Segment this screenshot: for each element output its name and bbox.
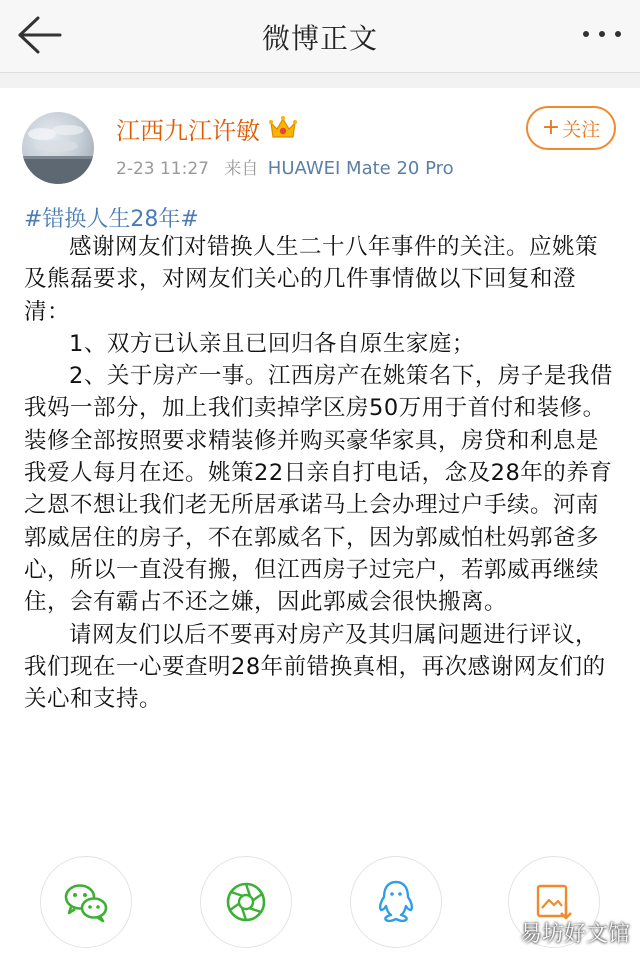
- source-label: 来自: [224, 159, 259, 179]
- more-button[interactable]: [580, 24, 624, 44]
- avatar[interactable]: [22, 112, 94, 184]
- page-title: 微博正文: [261, 22, 378, 55]
- crown-icon[interactable]: [268, 115, 298, 141]
- share-wechat-button[interactable]: [40, 856, 132, 948]
- post-card: [0, 88, 640, 962]
- author-row: [116, 110, 298, 146]
- post-paragraph: 2、关于房产一事。江西房产在姚策名下，房子是我借我妈一部分，加上我们卖掉学区房50万用于首付和装修。装修全部按照要求精装修并购买豪华家具，房贷和利息是我爱人每月在还。姚策22日亲自打电话，念及28年的养育之恩不想让我们老无所居承诺马上会办理过户手续。河南郭威居住的房子，不在郭威名下，因为郭威怕杜妈郭爸多心，所以一直没有搬，但江西房子过完户，若郭威再继续住，会有霸占不还之嫌，因此郭威会很快搬离。: [24, 363, 613, 616]
- wechat-icon: [62, 880, 110, 924]
- follow-button[interactable]: [526, 106, 616, 150]
- share-qq-button[interactable]: [350, 856, 442, 948]
- watermark: 易坊好文馆: [519, 922, 630, 947]
- post-paragraph: 请网友们以后不要再对房产及其归属问题进行评议，我们现在一心要查明28年前错换真相，再次感谢网友们的关心和支持。: [24, 621, 606, 713]
- post-body: [24, 231, 614, 715]
- topic-hashtag[interactable]: #错换人生28年#: [24, 207, 199, 232]
- share-moments-button[interactable]: [200, 856, 292, 948]
- qq-icon: [376, 879, 416, 925]
- moments-icon: [224, 880, 268, 924]
- post-timestamp: 2-23 11:27: [116, 159, 209, 179]
- top-nav-bar: [0, 0, 640, 73]
- post-meta: [116, 154, 454, 179]
- source-device[interactable]: HUAWEI Mate 20 Pro: [267, 158, 454, 179]
- sky-photo-icon: [22, 112, 94, 184]
- more-dots-icon: [580, 24, 624, 44]
- post-paragraph: 1、双方已认亲且已回归各自原生家庭；: [69, 330, 475, 357]
- post-paragraph: 感谢网友们对错换人生二十八年事件的关注。应姚策及熊磊要求，对网友们关心的几件事情做以下回复和澄清：: [24, 234, 599, 325]
- author-name[interactable]: 江西九江许敏: [116, 116, 260, 145]
- follow-label: 关注: [562, 118, 601, 141]
- plus-icon: +: [541, 115, 561, 140]
